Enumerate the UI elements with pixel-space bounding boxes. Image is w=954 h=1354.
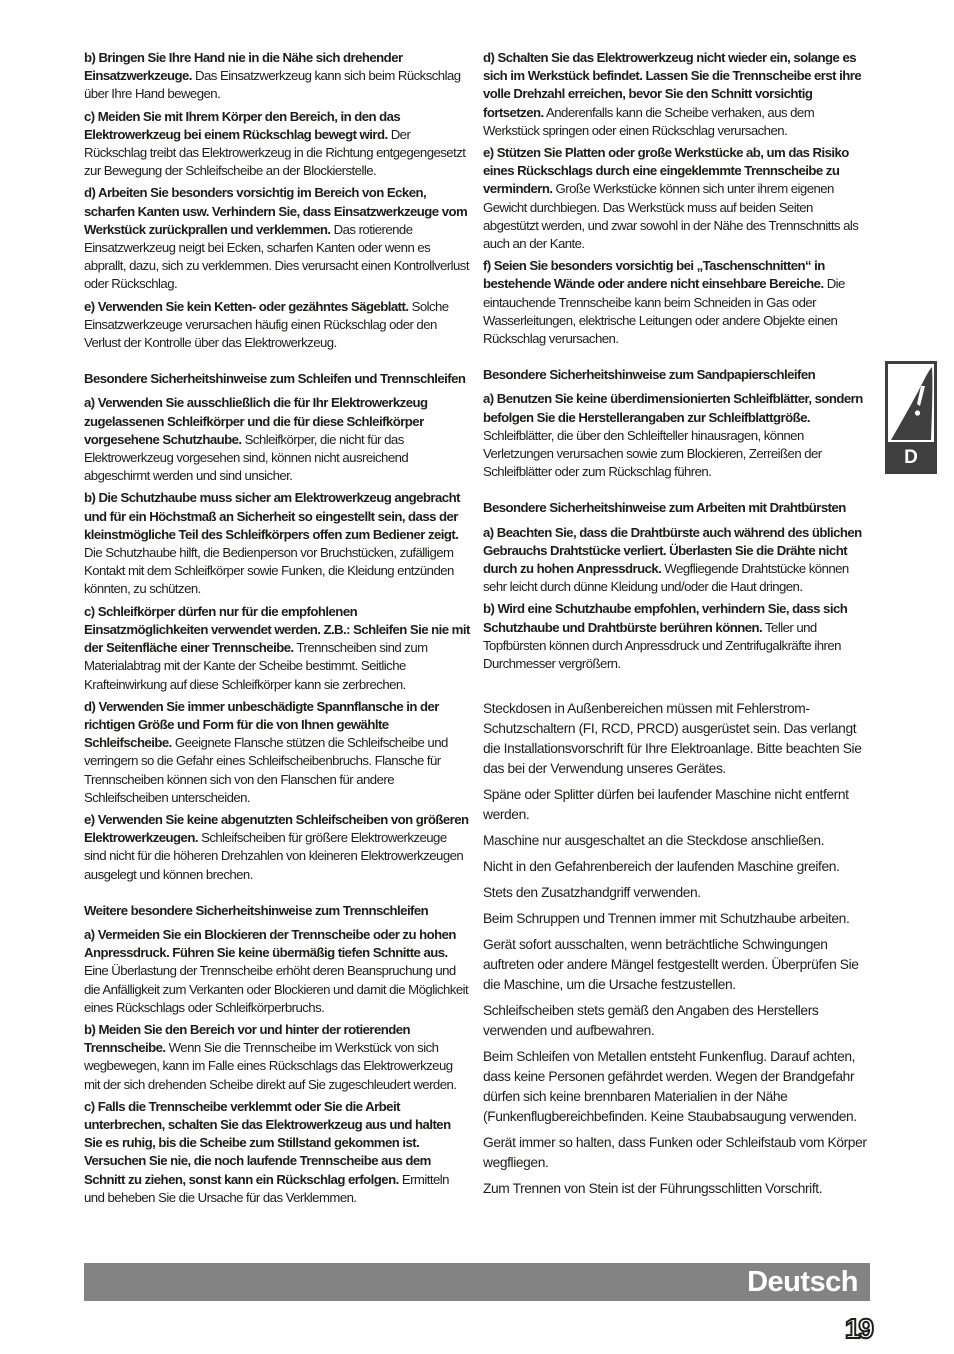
paragraph-group bbox=[84, 926, 470, 1207]
paragraph-lead: b) Meiden Sie den Bereich vor und hinter der rotierenden Trennscheibe. bbox=[84, 1021, 411, 1056]
general-notes bbox=[483, 699, 871, 1199]
left-column bbox=[84, 49, 470, 1211]
paragraph bbox=[483, 600, 871, 673]
paragraph bbox=[483, 144, 871, 253]
paragraph-body: Die eintauchende Trennscheibe kann beim Schneiden in Gas oder Wasserleitungen, elektrische Leitungen oder andere Objekte einen Rückschlag verursachen. bbox=[483, 276, 845, 347]
paragraph-body: Schleifblätter, die über den Schleifteller hinausragen, können Verletzungen verursachen sowie zum Blockieren, Zerreißen der Schleifblätter oder zum Rückschlag führen. bbox=[483, 427, 822, 480]
note-paragraph: Maschine nur ausgeschaltet an die Steckdose anschließen. bbox=[483, 833, 825, 849]
note-paragraph: Nicht in den Gefahrenbereich der laufenden Maschine greifen. bbox=[483, 859, 840, 875]
paragraph bbox=[84, 811, 470, 884]
paragraph-body: Schleifkörper, die nicht für das Elektrowerkzeug vorgesehen sind, können nicht ausreichend abgeschirmt werden und sind unsicher. bbox=[84, 431, 409, 484]
paragraph bbox=[483, 257, 871, 348]
language-title: Deutsch bbox=[747, 1266, 858, 1298]
warning-icon bbox=[888, 364, 934, 442]
paragraph-body: Ermitteln und beheben Sie die Ursache für das Verklemmen. bbox=[84, 1171, 449, 1205]
paragraph bbox=[483, 49, 871, 140]
paragraph bbox=[84, 108, 470, 181]
paragraph-group bbox=[84, 394, 470, 883]
paragraph-lead: b) Wird eine Schutzhaube empfohlen, verhindern Sie, dass sich Schutzhaube und Drahtbürste berühren können. bbox=[483, 601, 848, 635]
note-paragraph: Späne oder Splitter dürfen bei laufender Maschine nicht entfernt werden. bbox=[483, 787, 849, 823]
section-heading: Weitere besondere Sicherheitshinweise zum Trennschleifen bbox=[84, 902, 429, 918]
paragraph-lead: b) Die Schutzhaube muss sicher am Elektrowerkzeug angebracht und für ein Höchstmaß an Sicherheit so eingestellt sein, dass der kleinstmögliche Teil des Schleifkörpers offen zum Bediener zeigt. bbox=[84, 490, 460, 542]
section-heading: Besondere Sicherheitshinweise zum Sandpapierschleifen bbox=[483, 367, 816, 383]
paragraph bbox=[84, 1021, 470, 1094]
page-number: 19 bbox=[844, 1313, 872, 1344]
language-letter: D bbox=[904, 447, 918, 468]
paragraph-group bbox=[483, 524, 871, 674]
paragraph bbox=[84, 698, 470, 807]
paragraph-group bbox=[84, 49, 470, 352]
paragraph bbox=[84, 1098, 470, 1207]
section-heading: Besondere Sicherheitshinweise zum Arbeiten mit Drahtbürsten bbox=[483, 500, 846, 516]
paragraph-body: Das rotierende Einsatzwerkzeug neigt bei Ecken, scharfen Kanten oder wenn es abprallt, dazu, sich zu verklemmen. Dies verursacht einen Kontrollverlust oder Rückschlag. bbox=[84, 221, 469, 292]
paragraph bbox=[84, 926, 470, 1017]
paragraph bbox=[84, 394, 470, 485]
paragraph-body: Anderenfalls kann die Scheibe verhaken, aus dem Werkstück springen oder einen Rückschlag verursachen. bbox=[483, 104, 815, 138]
paragraph-body: Teller und Topfbürsten können durch Anpressdruck und Zentrifugalkräfte ihren Durchmesser vergrößern. bbox=[483, 619, 841, 672]
right-column bbox=[483, 49, 871, 1205]
paragraph-body: Die Schutzhaube hilft, die Bedienperson vor Bruchstücken, zufälligem Kontakt mit dem Schleifkörper sowie Funken, die Kleidung entzünden könnten, zu schützen. bbox=[84, 545, 454, 597]
language-side-tab bbox=[885, 361, 937, 474]
paragraph-group bbox=[483, 49, 871, 348]
paragraph-body: Das Einsatzwerkzeug kann sich beim Rückschlag über Ihre Hand bewegen. bbox=[84, 68, 461, 102]
paragraph-lead: c) Meiden Sie mit Ihrem Körper den Bereich, in den das Elektrowerkzeug bei einem Rückschlag bewegt wird. bbox=[84, 108, 401, 142]
spacer bbox=[483, 677, 871, 699]
paragraph-lead: f) Seien Sie besonders vorsichtig bei „Taschenschnitten“ in bestehende Wände oder andere nicht einsehbare Bereiche. bbox=[483, 258, 825, 292]
paragraph-body: Trennscheiben sind zum Materialabtrag mit der Kante der Scheibe bestimmt. Seitliche Krafteinwirkung auf diese Schleifkörper kann sie zerbrechen. bbox=[84, 640, 428, 692]
paragraph-body: Solche Einsatzwerkzeuge verursachen häufig einen Rückschlag oder den Verlust der Kontrolle über das Elektrowerkzeug. bbox=[84, 298, 449, 351]
paragraph-lead: c) Falls die Trennscheibe verklemmt oder Sie die Arbeit unterbrechen, schalten Sie das Elektrowerkzeug aus und halten Sie es ruhig, bis die Scheibe zum Stillstand gekommen ist. Versuchen Sie nie, die noch laufende Trennscheibe aus dem Schnitt zu ziehen, sonst kann ein Rückschlag erfolgen. bbox=[84, 1098, 451, 1187]
paragraph-body: Der Rückschlag treibt das Elektrowerkzeug in die Richtung entgegengesetzt zur Bewegung der Schleifscheibe an der Blockierstelle. bbox=[84, 126, 466, 179]
paragraph bbox=[483, 390, 871, 481]
note-paragraph: Gerät sofort ausschalten, wenn beträchtliche Schwingungen auftreten oder andere Mängel festgestellt werden. Überprüfen Sie die Maschine, um die Ursache festzustellen. bbox=[483, 937, 859, 993]
paragraph-lead: e) Stützen Sie Platten oder große Werkstücke ab, um das Risiko eines Rückschlags durch eine eingeklemmte Trennscheibe zu vermindern. bbox=[483, 145, 849, 197]
note-paragraph: Zum Trennen von Stein ist der Führungsschlitten Vorschrift. bbox=[483, 1181, 823, 1197]
paragraph-lead: e) Verwenden Sie kein Ketten- oder gezähntes Sägeblatt. bbox=[84, 298, 409, 314]
note-paragraph: Beim Schleifen von Metallen entsteht Funkenflug. Darauf achten, dass keine Personen gefährdet werden. Wegen der Brandgefahr dürfen sich keine brennbaren Materialien in der Nähe (Funkenflugbereichbefinden. Keine Staubabsaugung verwenden. bbox=[483, 1049, 857, 1125]
paragraph-lead: a) Vermeiden Sie ein Blockieren der Trennscheibe oder zu hohen Anpressdruck. Führen Sie keine übermäßig tiefen Schnitte aus. bbox=[84, 926, 456, 961]
paragraph bbox=[84, 49, 470, 104]
note-paragraph: Steckdosen in Außenbereichen müssen mit Fehlerstrom-Schutzschaltern (FI, RCD, PRCD) ausgerüstet sein. Das verlangt die Installationsvorschrift für Ihre Elektroanlage. Bitte beachten Sie das bei der Verwendung unseres Gerätes. bbox=[483, 701, 862, 777]
paragraph-lead: a) Verwenden Sie ausschließlich die für Ihr Elektrowerkzeug zugelassenen Schleifkörper und die für diese Schleifkörper vorgesehene Schutzhaube. bbox=[84, 395, 428, 447]
paragraph bbox=[84, 489, 470, 598]
note-paragraph: Gerät immer so halten, dass Funken oder Schleifstaub vom Körper wegfliegen. bbox=[483, 1135, 867, 1171]
paragraph-lead: a) Beachten Sie, dass die Drahtbürste auch während des üblichen Gebrauchs Drahtstücke verliert. Überlasten Sie die Drähte nicht durch zu hohen Anpressdruck. bbox=[483, 524, 862, 577]
paragraph-body: Wegfliegende Drahtstücke können sehr leicht durch dünne Kleidung und/oder die Haut dringen. bbox=[483, 561, 849, 595]
paragraph-lead: a) Benutzen Sie keine überdimensionierten Schleifblätter, sondern befolgen Sie die Herstellerangaben zur Schleifblattgröße. bbox=[483, 391, 863, 425]
note-paragraph: Stets den Zusatzhandgriff verwenden. bbox=[483, 885, 701, 901]
paragraph-lead: d) Schalten Sie das Elektrowerkzeug nicht wieder ein, solange es sich im Werkstück befindet. Lassen Sie die Trennscheibe erst ihre volle Drehzahl erreichen, bevor Sie den Schnitt vorsichtig fortsetzen. bbox=[483, 50, 862, 120]
paragraph bbox=[84, 298, 470, 353]
paragraph-lead: d) Arbeiten Sie besonders vorsichtig im Bereich von Ecken, scharfen Kanten usw. Verhindern Sie, dass Einsatzwerkzeuge vom Werkstück zurückprallen und verklemmen. bbox=[84, 185, 468, 237]
paragraph bbox=[483, 524, 871, 597]
paragraph-lead: b) Bringen Sie Ihre Hand nie in die Nähe sich drehender Einsatzwerkzeuge. bbox=[84, 50, 403, 84]
paragraph-body: Wenn Sie die Trennscheibe im Werkstück von sich wegbewegen, kann im Falle eines Rückschlags das Elektrowerkzeug mit der sich drehenden Scheibe direkt auf Sie zugeschleudert werden. bbox=[84, 1040, 457, 1092]
section-heading: Besondere Sicherheitshinweise zum Schleifen und Trennschleifen bbox=[84, 371, 466, 387]
paragraph-lead: d) Verwenden Sie immer unbeschädigte Spannflansche in der richtigen Größe und Form für die von Ihnen gewählte Schleifscheibe. bbox=[84, 698, 439, 751]
note-paragraph: Schleifscheiben stets gemäß den Angaben des Herstellers verwenden und aufbewahren. bbox=[483, 1003, 819, 1039]
language-footer-bar bbox=[84, 1263, 870, 1301]
paragraph bbox=[84, 184, 470, 293]
paragraph-body: Geeignete Flansche stützen die Schleifscheibe und verringern so die Gefahr eines Schleifscheibenbruchs. Flansche für Trennscheiben können sich von den Flanschen für andere Schleifscheiben unterscheiden. bbox=[84, 735, 448, 805]
note-paragraph: Beim Schruppen und Trennen immer mit Schutzhaube arbeiten. bbox=[483, 911, 850, 927]
paragraph-body: Eine Überlastung der Trennscheibe erhöht deren Beanspruchung und die Anfälligkeit zum Verkanten oder Blockieren und damit die Möglichkeit eines Rückschlags oder Schleifkörperbruchs. bbox=[84, 963, 469, 1015]
paragraph-lead: e) Verwenden Sie keine abgenutzten Schleifscheiben von größeren Elektrowerkzeugen. bbox=[84, 811, 469, 846]
paragraph-group bbox=[483, 390, 871, 481]
paragraph-lead: c) Schleifkörper dürfen nur für die empfohlenen Einsatzmöglichkeiten verwendet werden. Z.B.: Schleifen Sie nie mit der Seitenfläche einer Trennscheibe. bbox=[84, 603, 470, 656]
paragraph bbox=[84, 603, 470, 694]
paragraph-body: Große Werkstücke können sich unter ihrem eigenen Gewicht durchbiegen. Das Werkstück muss auf beiden Seiten abgestützt werden, und zwar sowohl in der Nähe des Trennschnitts als auch an der Kante. bbox=[483, 181, 859, 252]
paragraph-body: Schleifscheiben für größere Elektrowerkzeuge sind nicht für die höheren Drehzahlen von kleineren Elektrowerkzeugen ausgelegt und können brechen. bbox=[84, 830, 464, 882]
